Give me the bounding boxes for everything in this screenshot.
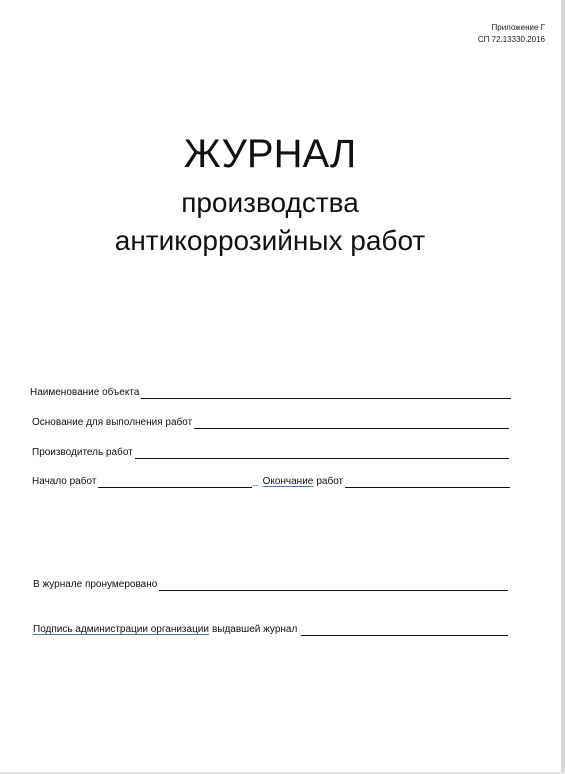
standard-code: СП 72.13330.2016 xyxy=(477,35,545,44)
signature-field xyxy=(33,624,508,636)
basis-label: Основание для выполнения работ xyxy=(32,417,193,428)
signature-line[interactable] xyxy=(301,624,508,636)
numbered-label: В журнале пронумеровано xyxy=(33,579,158,590)
page-edge-right xyxy=(561,0,565,774)
journal-subtitle-line1: производства xyxy=(181,187,359,218)
numbered-line[interactable] xyxy=(159,579,508,591)
contractor-line[interactable] xyxy=(135,447,509,459)
end-field xyxy=(253,476,510,488)
signature-label-rest: выдавшей журнал xyxy=(211,624,298,635)
title-block xyxy=(0,128,540,260)
basis-line[interactable] xyxy=(194,417,509,429)
start-label: Начало работ xyxy=(32,476,97,487)
object-name-line[interactable] xyxy=(141,387,511,399)
journal-subtitle-line2: антикоррозийных работ xyxy=(114,225,426,256)
basis-field xyxy=(32,417,509,429)
end-label-rest: работ xyxy=(316,476,344,487)
end-label: Окончание xyxy=(262,476,314,487)
object-name-field xyxy=(30,387,511,399)
object-name-label: Наименование объекта xyxy=(30,387,140,398)
end-line[interactable] xyxy=(345,476,510,488)
start-line[interactable] xyxy=(98,476,252,488)
contractor-label: Производитель работ xyxy=(32,447,133,458)
end-marker: _ xyxy=(253,476,259,487)
start-field xyxy=(32,476,252,488)
numbered-field xyxy=(33,579,508,591)
appendix-header xyxy=(478,22,545,46)
contractor-field xyxy=(32,447,509,459)
journal-title: ЖУРНАЛ xyxy=(183,132,357,176)
signature-label: Подпись администрации организации xyxy=(33,624,209,635)
appendix-label: Приложение Г xyxy=(491,23,545,32)
